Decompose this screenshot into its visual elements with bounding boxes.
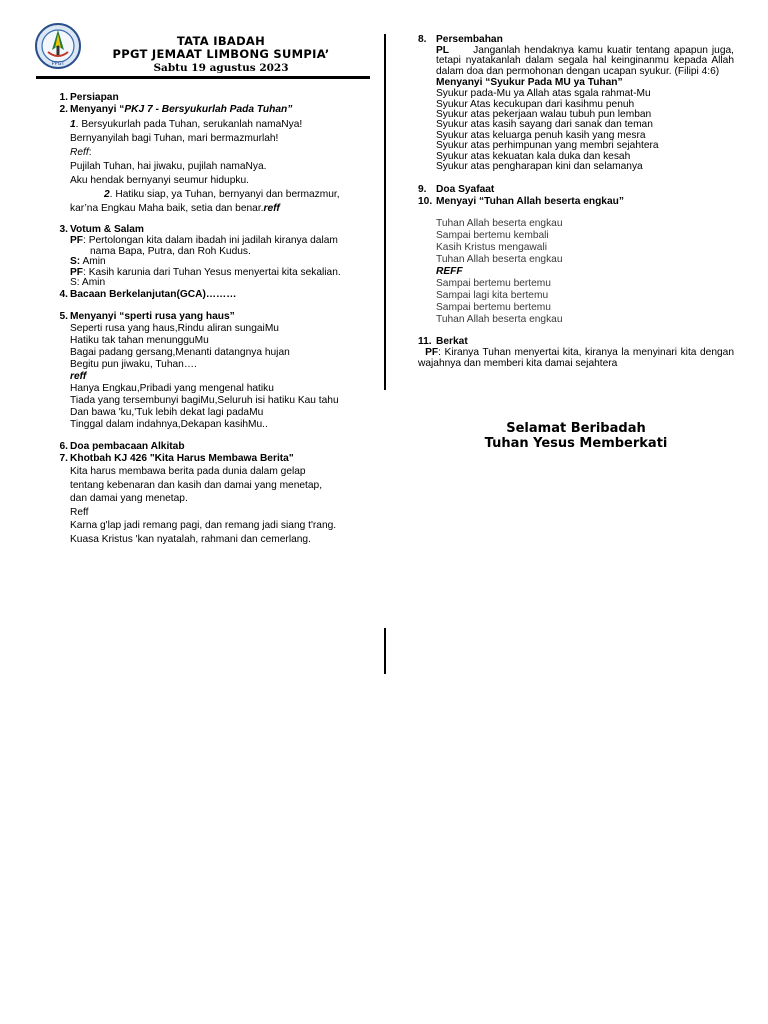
page-title: TATA IBADAH	[176, 34, 266, 48]
item-8: 8. Persembahan	[418, 34, 503, 45]
item-7: 7. Khotbah KJ 426 "Kita Harus Membawa Berita"	[59, 452, 294, 464]
closing-line-1: Selamat Beribadah	[506, 421, 646, 437]
item-5: 5. Menyanyi “sperti rusa yang haus”	[59, 310, 235, 322]
item-4: 4. Bacaan Berkelanjutan(GCA)………	[59, 288, 237, 300]
column-divider-top	[384, 34, 386, 390]
closing-line-2: Tuhan Yesus Memberkati	[484, 436, 668, 452]
service-date: Sabtu 19 agustus 2023	[153, 62, 289, 74]
item-2: 2. Menyanyi “PKJ 7 - Bersyukurlah Pada Tuhan”	[59, 104, 293, 115]
column-divider-bottom	[384, 628, 386, 674]
right-column	[418, 34, 734, 451]
berkat: PF: Kiranya Tuhan menyertai kita, kiranya la menyinari kita dengan wajahnya dan memberi kita damai sejahtera	[418, 347, 734, 369]
header-divider	[36, 76, 370, 79]
item-9: 9. Doa Syafaat	[418, 184, 495, 196]
church-name: PPGT JEMAAT LIMBONG SUMPIA’	[112, 47, 330, 61]
left-column	[34, 22, 368, 547]
item-3: 3. Votum & Salam	[59, 224, 144, 235]
song-kj426: Kita harus membawa berita pada dunia dalam gelap tentang kebenaran dan kasih dan damai yang menetap, dan damai yang menetap. Reff Karna g'lap jadi remang pagi, dan remang jadi siang t'rang. Kuasa Kristus 'kan nyatalah, rahmani dan cemerlang.	[70, 465, 337, 545]
logo-text: PPGT	[51, 61, 65, 67]
votum-salam: PF: Pertolongan kita dalam ibadah ini jadilah kiranya dalam nama Bapa, Putra, dan Roh Kudus. S: Amin PF: Kasih karunia dari Tuhan Yesus menyertai kita sekalian. S: Amin	[70, 235, 341, 289]
song-pkj7: 1. Bersyukurlah pada Tuhan, serukanlah namaNya! Bernyanyilah bagi Tuhan, mari bermazmurlah! Reff: Pujilah Tuhan, hai jiwaku, pujilah namaNya. Aku hendak bernyanyi seumur hidupku. 2. Hatiku siap, ya Tuhan, bernyanyi dan bermazmur, kar’na Engkau Maha baik, setia dan benar.reff	[70, 119, 340, 214]
persembahan: PL Janganlah hendaknya kamu kuatir tentang apapun juga, tetapi nyatakanlah dalam segala hal keinginanmu kepada Allah dalam doa dan permohonan dengan ucapan syukur. (Filipi 4:6) Menyanyi “Syukur Pada MU ya Tuhan” Syukur pada-Mu ya Allah atas sgala rahmat-Mu Syukur Atas kecukupan dari kasihmu penuh Syukur atas pekerjaan walau tubuh pun lemban Syukur atas kasih sayang dari sanak dan teman Syukur atas keluarga penuh kasih yang mesra Syukur atas perhimpunan yang membri sejahtera Syukur atas kekuatan kala duka dan kesah Syukur atas pengharapan kini dan selamanya	[436, 45, 735, 173]
item-1: 1. Persiapan	[59, 92, 119, 103]
header-text	[74, 35, 368, 75]
document-header	[34, 22, 368, 78]
closing-blessing	[418, 421, 734, 451]
song-rusa: Seperti rusa yang haus,Rindu aliran sungaiMu Hatiku tak tahan menungguMu Bagai padang gersang,Menanti datangnya hujan Begitu pun jiwaku, Tuhan…. reff Hanya Engkau,Pribadi yang mengenal hatiku Tiada yang tersembunyi bagiMu,Seluruh isi hatiku Kau tahu Dan bawa 'ku,'Tuk lebih dekat lagi padaMu Tinggal dalam indahnya,Dekapan kasihMu..	[70, 322, 339, 430]
item-10: 10. Menyayi “Tuhan Allah beserta engkau”	[418, 196, 624, 208]
item-11: 11. Berkat	[418, 336, 468, 348]
item-6: 6. Doa pembacaan Alkitab	[59, 440, 185, 452]
song-tuhan-allah: Tuhan Allah beserta engkau Sampai bertemu kembali Kasih Kristus mengawali Tuhan Allah beserta engkau REFF Sampai bertemu bertemu Sampai lagi kita bertemu Sampai bertemu bertemu Tuhan Allah beserta engkau	[436, 218, 563, 326]
